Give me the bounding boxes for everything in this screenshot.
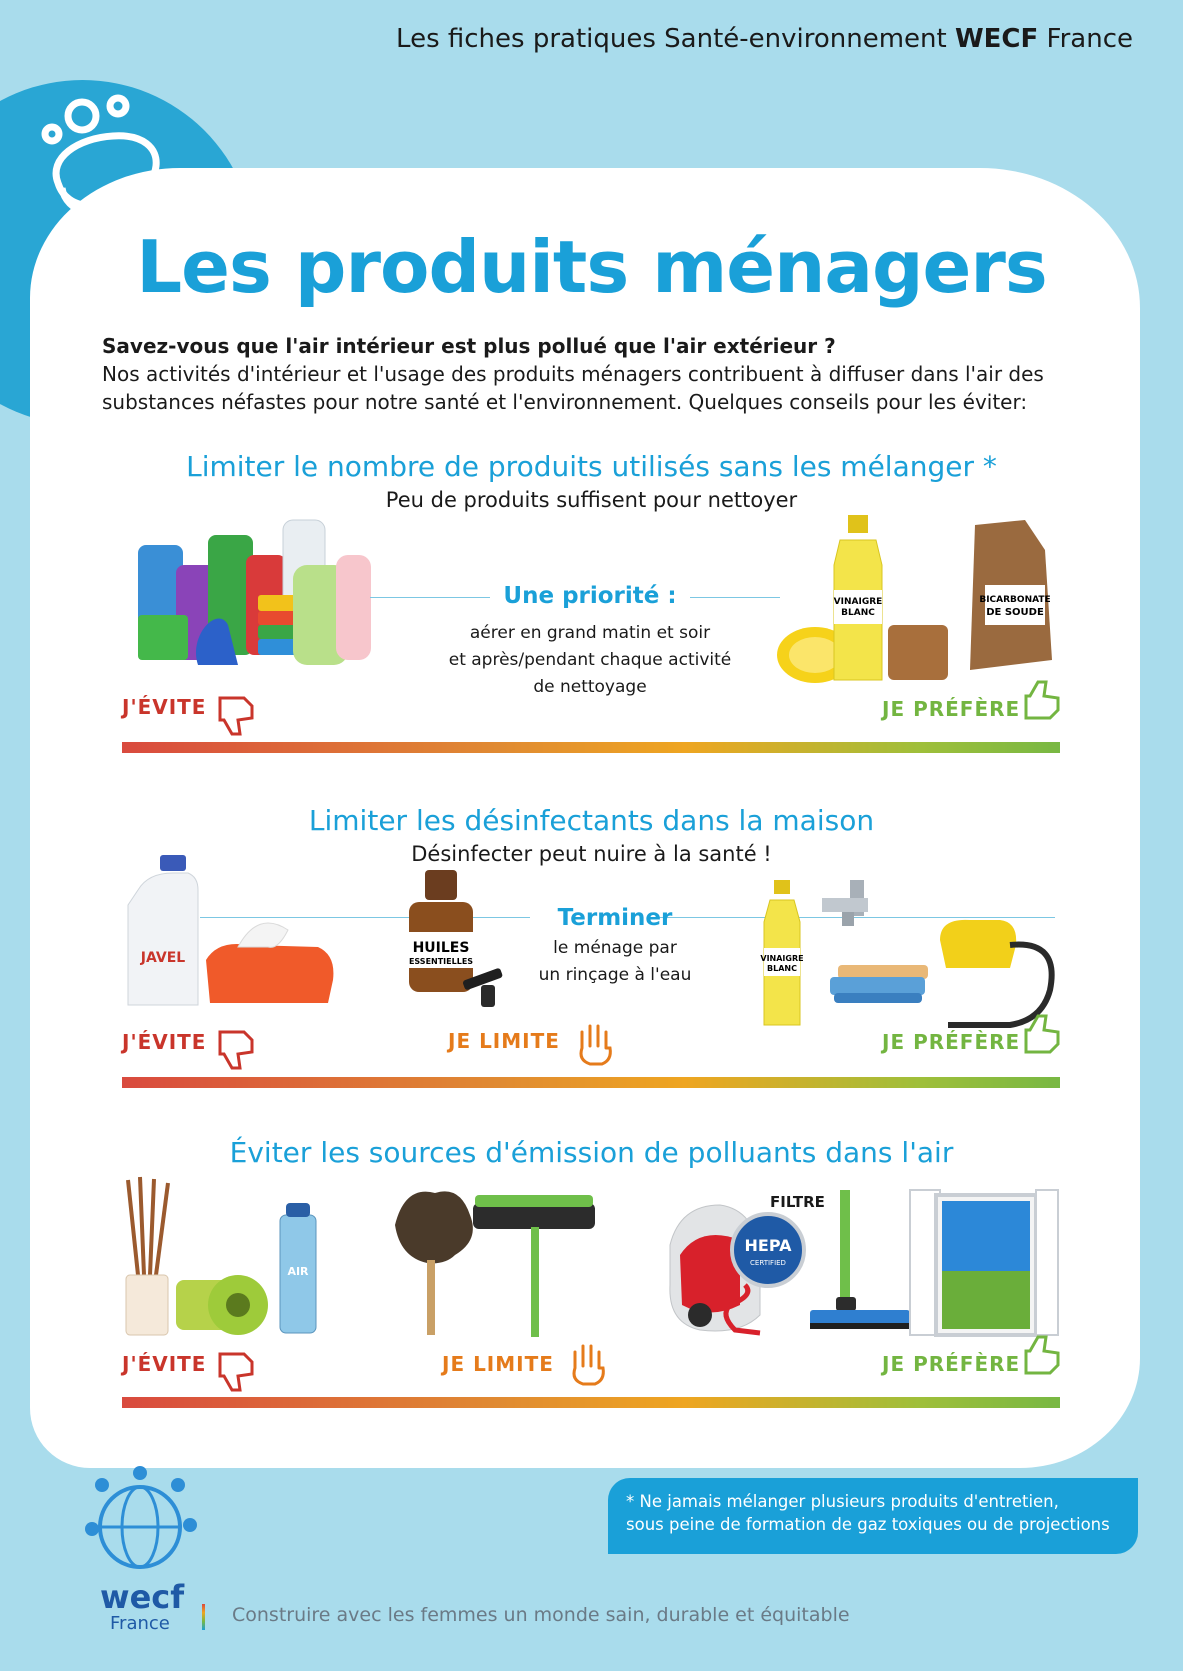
series-title: Les fiches pratiques Santé-environnement WECF France (396, 24, 1133, 54)
hand-stop-icon (572, 1020, 616, 1068)
section2-oils-label-1: HUILES (412, 940, 470, 956)
section1-vinegar-label-2: BLANC (841, 608, 875, 618)
duster-broom-illustration (385, 1185, 610, 1340)
side-disclaimer: Recommandations indicatives, sous réserve de l'évolution de la réglementation en vigueur et des données disponibles (1103, 339, 1123, 1381)
air-fresheners-illustration (118, 1175, 328, 1340)
footnote-line-2: sous peine de formation de gaz toxiques ou de projections (626, 1515, 1110, 1534)
section2-javel-label: JAVEL (140, 950, 186, 966)
thumbs-down-icon (216, 1028, 256, 1072)
section1-gradient-bar (122, 742, 1060, 753)
footer-separator (202, 1604, 205, 1630)
section3-avoid-label: J'ÉVITE (122, 1352, 207, 1376)
thumbs-up-icon (1022, 678, 1062, 722)
intro-question: Savez-vous que l'air intérieur est plus pollué que l'air extérieur ? (102, 334, 836, 358)
wecf-logo-word: wecf (100, 1578, 185, 1616)
section3-filter-label: FILTRE (770, 1193, 825, 1211)
hand-stop-icon (565, 1340, 609, 1388)
footnote-box (608, 1478, 1138, 1554)
section2-prefer-label: JE PRÉFÈRE (882, 1030, 1021, 1054)
thumbs-down-icon (216, 1350, 256, 1394)
section2-vinegar-label-1: VINAIGRE (760, 954, 804, 963)
cleaning-products-illustration (118, 515, 393, 695)
section1-vinegar-label-1: VINAIGRE (833, 597, 883, 607)
section2-subtitle: Désinfecter peut nuire à la santé ! (411, 842, 772, 866)
section1-mid-heading: Une priorité : (503, 583, 677, 609)
disinfectants-illustration (118, 855, 343, 1015)
footnote-line-1: * Ne jamais mélanger plusieurs produits d'entretien, (626, 1492, 1059, 1511)
wecf-logo-sub: France (110, 1613, 170, 1634)
thumbs-up-icon (1022, 1012, 1062, 1056)
natural-products-illustration (770, 510, 1060, 695)
page-title: Les produits ménagers (136, 225, 1047, 309)
section3-limit-label: JE LIMITE (442, 1352, 554, 1376)
preferred-air-illustration (660, 1185, 1060, 1340)
section1-connector-right (690, 597, 780, 598)
intro-text: Nos activités d'intérieur et l'usage des produits ménagers contribuent à diffuser dans l'air des substances néfastes pour notre santé et l'environnement. Quelques conseils pour les éviter: (102, 362, 1044, 414)
section1-prefer-label: JE PRÉFÈRE (882, 697, 1021, 721)
intro-paragraph (102, 332, 1102, 416)
section3-title: Éviter les sources d'émission de polluants dans l'air (229, 1136, 954, 1169)
section2-mid-text: le ménage par un rinçage à l'eau (538, 938, 692, 985)
essential-oils-illustration (395, 870, 515, 1015)
wecf-globe-logo (78, 1465, 208, 1580)
thumbs-down-icon (216, 694, 256, 738)
section1-title: Limiter le nombre de produits utilisés sans les mélanger * (186, 450, 997, 483)
section2-limit-label: JE LIMITE (448, 1029, 560, 1053)
section2-title: Limiter les désinfectants dans la maison (308, 804, 875, 837)
water-cleaning-illustration (760, 870, 1060, 1030)
thumbs-up-icon (1022, 1333, 1062, 1377)
section2-mid-heading: Terminer (557, 905, 673, 931)
footer-tagline: Construire avec les femmes un monde sain, durable et équitable (232, 1604, 850, 1626)
section1-avoid-label: J'ÉVITE (122, 695, 207, 719)
section2-avoid-label: J'ÉVITE (122, 1030, 207, 1054)
section3-gradient-bar (122, 1397, 1060, 1408)
section1-bicarb-label-2: DE SOUDE (986, 607, 1044, 618)
section3-hepa-sub: CERTIFIED (750, 1259, 786, 1267)
section1-subtitle: Peu de produits suffisent pour nettoyer (385, 488, 798, 512)
section2-oils-label-2: ESSENTIELLES (408, 957, 474, 966)
section1-mid-text: aérer en grand matin et soir et après/pendant chaque activité de nettoyage (448, 623, 732, 697)
section3-prefer-label: JE PRÉFÈRE (882, 1352, 1021, 1376)
section2-gradient-bar (122, 1077, 1060, 1088)
section2-vinegar-label-2: BLANC (767, 964, 797, 973)
section1-bicarb-label-1: BICARBONATE (979, 595, 1051, 605)
section3-hepa-label: HEPA (744, 1236, 792, 1255)
section3-spray-label: AIR (287, 1265, 309, 1278)
section1-connector-left (370, 597, 490, 598)
